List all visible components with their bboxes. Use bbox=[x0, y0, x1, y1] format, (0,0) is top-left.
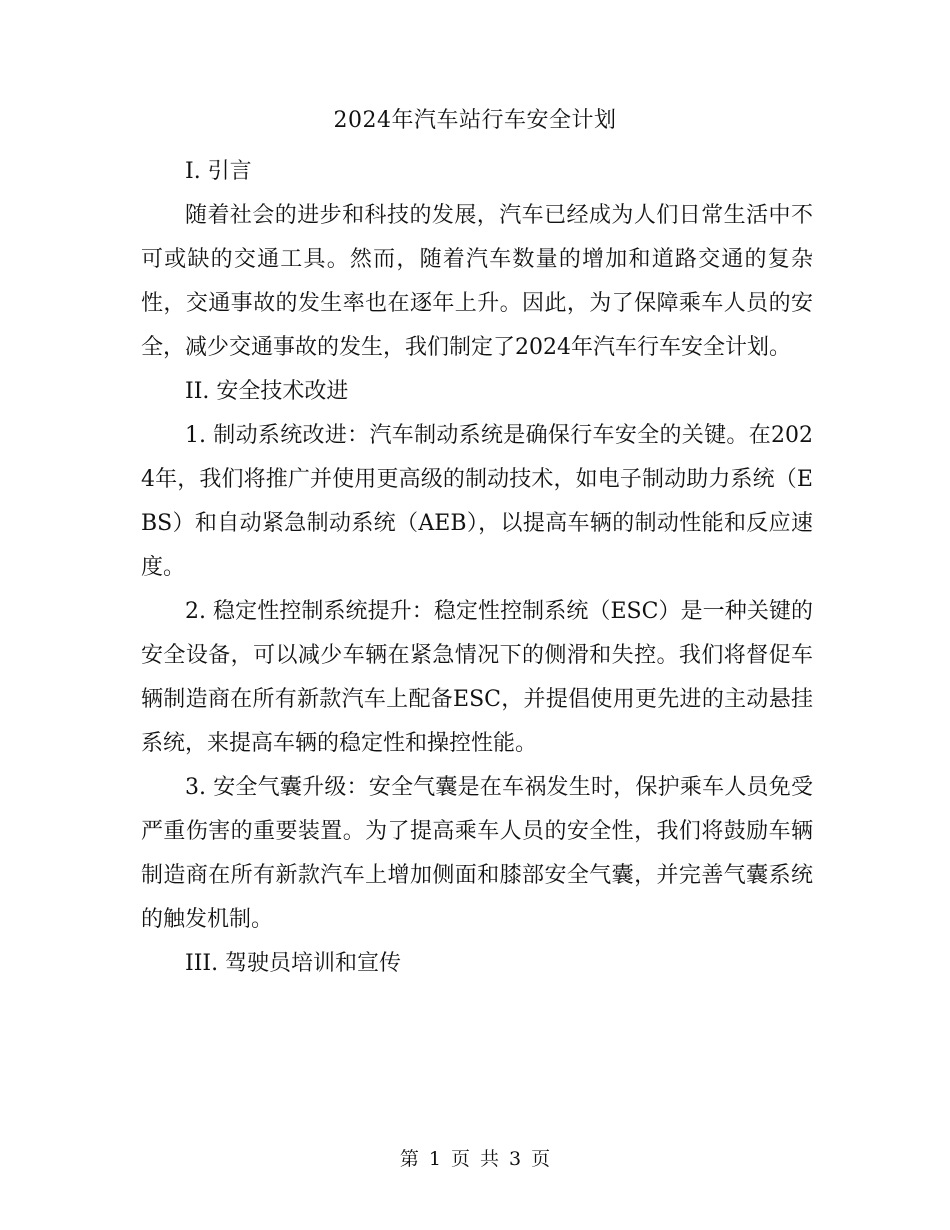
paragraph-introduction: 随着社会的进步和科技的发展，汽车已经成为人们日常生活中不可或缺的交通工具。然而，随着汽车数量的增加和道路交通的复杂性，交通事故的发生率也在逐年上升。因此，为了保障乘车人员的安全，减少交通事故的发生，我们制定了2024年汽车行车安全计划。 bbox=[141, 203, 813, 360]
document-body bbox=[141, 150, 813, 986]
section-heading-safety-technology: II. 安全技术改进 bbox=[185, 379, 349, 404]
section-heading-driver-training: III. 驾驶员培训和宣传 bbox=[185, 951, 402, 976]
paragraph-airbag-upgrade: 3. 安全气囊升级：安全气囊是在车祸发生时，保护乘车人员免受严重伤害的重要装置。为了提高乘车人员的安全性，我们将鼓励车辆制造商在所有新款汽车上增加侧面和膝部安全气囊，并完善气囊系统的触发机制。 bbox=[141, 775, 813, 932]
section-heading-introduction: I. 引言 bbox=[185, 159, 252, 184]
document-title: 2024年汽车站行车安全计划 bbox=[333, 108, 617, 133]
paragraph-stability-control: 2. 稳定性控制系统提升：稳定性控制系统（ESC）是一种关键的安全设备，可以减少车辆在紧急情况下的侧滑和失控。我们将督促车辆制造商在所有新款汽车上配备ESC，并提倡使用更先进的主动悬挂系统，来提高车辆的稳定性和操控性能。 bbox=[141, 599, 813, 756]
paragraph-braking-system: 1. 制动系统改进：汽车制动系统是确保行车安全的关键。在2024年，我们将推广并使用更高级的制动技术，如电子制动助力系统（EBS）和自动紧急制动系统（AEB），以提高车辆的制动性能和反应速度。 bbox=[141, 423, 813, 580]
page-number-footer: 第 1 页 共 3 页 bbox=[399, 1148, 551, 1170]
